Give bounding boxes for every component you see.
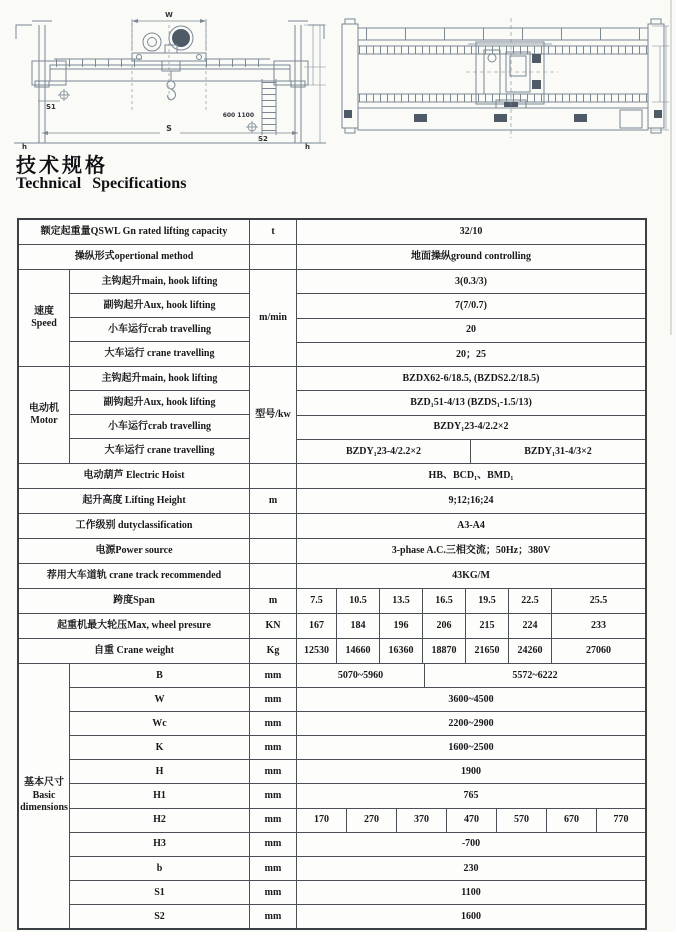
value-cell: BZDY₁23-4/2.2×2 [433, 421, 509, 433]
row-span [19, 589, 645, 614]
value-cell: 167 [297, 614, 337, 638]
row-label: Wc [70, 712, 250, 735]
section-basic-dimensions [19, 664, 645, 928]
value-cell: 233 [591, 620, 606, 632]
page-title-en: Technical Specifications [16, 175, 187, 192]
row-label: 小车运行crab travelling [70, 415, 250, 439]
value-cell: 5572~6222 [512, 669, 558, 681]
value-cell: 230 [463, 862, 479, 874]
value-cell: 3-phase A.C.三相交流；50Hz；380V [391, 545, 551, 557]
motor-labels [70, 367, 250, 463]
group-label-speed [19, 270, 70, 366]
value-cell: A3-A4 [457, 520, 485, 532]
value-cell: 1600 [461, 910, 481, 922]
value-cell: HB、BCD₁、BMD₁ [428, 470, 514, 482]
row-label: 副钩起升Aux, hook lifting [70, 294, 250, 318]
value-cell: 22.5 [509, 589, 552, 613]
value-cell: 16360 [380, 639, 423, 663]
unit-cell [250, 245, 297, 269]
row-label: S1 [70, 881, 250, 904]
unit-cell: m [250, 589, 297, 613]
row-label: 荐用大车道轨 crane track recommended [19, 564, 250, 588]
row-max-wheel-pressure [19, 614, 645, 639]
value-cell: BZDY₁23-4/2.2×2 [297, 440, 471, 463]
group-label-zh: 速度 [34, 305, 54, 317]
group-label-basic-dimensions [19, 664, 70, 928]
value-cell: 19.5 [466, 589, 509, 613]
unit-cell [250, 464, 297, 488]
unit-cell: mm [250, 809, 297, 832]
dim-row-H2 [70, 809, 645, 833]
unit-cell: mm [250, 664, 297, 687]
page-title-zh: 技术规格 [16, 153, 108, 177]
group-label-zh: 基本尺寸 [24, 777, 64, 789]
dim-row-K [70, 736, 645, 760]
value-cell: 1600~2500 [448, 742, 494, 754]
section-motor [19, 367, 645, 464]
value-cell: 7(7/0.7) [455, 300, 487, 312]
row-label: 主钩起升main, hook lifting [70, 270, 250, 294]
value-cell: 25.5 [589, 595, 608, 607]
row-label: 大车运行 crane travelling [70, 342, 250, 366]
group-label-en: Basic [32, 789, 56, 801]
technical-specifications-table [17, 218, 647, 930]
basic-dimensions-rows [70, 664, 645, 928]
unit-cell: mm [250, 833, 297, 856]
unit-cell: mm [250, 688, 297, 711]
value-cell: 196 [380, 614, 423, 638]
unit-cell: mm [250, 857, 297, 880]
row-label: W [70, 688, 250, 711]
row-rated-capacity [19, 220, 645, 245]
unit-cell [250, 539, 297, 563]
row-label: 大车运行 crane travelling [70, 439, 250, 463]
value-cell: 16.5 [423, 589, 466, 613]
dim-row-H [70, 760, 645, 784]
dim-label-w: W [165, 11, 173, 19]
value-cell: 670 [547, 809, 597, 832]
row-label: b [70, 857, 250, 880]
value-cell: 570 [497, 809, 547, 832]
group-label-en: dimensions [20, 802, 68, 814]
row-label: 工作级别 dutyclassification [19, 514, 250, 538]
value-cell: 206 [423, 614, 466, 638]
value-cell: 170 [297, 809, 347, 832]
dim-row-Wc [70, 712, 645, 736]
dim-label-ladder: 600 1100 [222, 112, 254, 119]
row-label: 跨度Span [19, 589, 250, 613]
dim-label-s1: S1 [46, 103, 56, 111]
row-label: 小车运行crab travelling [70, 318, 250, 342]
value-cell: 18870 [423, 639, 466, 663]
group-label-zh: 电动机 [29, 402, 59, 414]
dim-row-B [70, 664, 645, 688]
value-cell: 224 [509, 614, 552, 638]
value-cell: 地面操纵ground controlling [411, 251, 531, 263]
value-cell: 7.5 [297, 589, 337, 613]
row-label: S2 [70, 905, 250, 928]
motor-values [297, 367, 645, 463]
value-cell: 470 [447, 809, 497, 832]
value-cell: 184 [337, 614, 380, 638]
value-cell: 32/10 [459, 226, 483, 238]
value-cell: 13.5 [380, 589, 423, 613]
row-label: H1 [70, 784, 250, 807]
row-label: 电动葫芦 Electric Hoist [19, 464, 250, 488]
row-label: H3 [70, 833, 250, 856]
row-label: 起升高度 Lifting Height [19, 489, 250, 513]
scan-edge-artifact [670, 0, 672, 335]
value-cell: BZDY₁31-4/3×2 [524, 445, 592, 457]
unit-cell: mm [250, 784, 297, 807]
row-label: 起重机最大轮压Max, wheel presure [19, 614, 250, 638]
group-label-motor [19, 367, 70, 463]
value-cell: 9;12;16;24 [448, 495, 494, 507]
dim-label-s: S [166, 124, 172, 133]
dim-label-h-right: h [305, 143, 310, 151]
value-cell: 20；25 [456, 348, 486, 360]
speed-values [297, 270, 645, 366]
unit-cell: mm [250, 736, 297, 759]
value-cell: 12530 [297, 639, 337, 663]
row-label: B [70, 664, 250, 687]
row-label: H2 [70, 809, 250, 832]
row-label: K [70, 736, 250, 759]
value-cell: -700 [461, 838, 481, 850]
row-label: 主钩起升main, hook lifting [70, 367, 250, 391]
crane-plan-view-drawing [336, 16, 670, 140]
value-cell: 43KG/M [452, 570, 490, 582]
unit-cell: mm [250, 712, 297, 735]
value-cell: 5070~5960 [297, 664, 425, 687]
dim-row-S2 [70, 905, 645, 928]
value-cell: 215 [466, 614, 509, 638]
value-cell: BZDX62-6/18.5, (BZDS2.2/18.5) [402, 372, 540, 384]
value-cell: 10.5 [337, 589, 380, 613]
row-crane-weight [19, 639, 645, 664]
unit-cell: 型号/kw [250, 367, 297, 463]
dim-row-b [70, 857, 645, 881]
value-cell: 3600~4500 [448, 693, 494, 705]
value-cell: 2200~2900 [448, 717, 494, 729]
unit-cell: mm [250, 881, 297, 904]
row-label: 额定起重量QSWL Gn rated lifting capacity [19, 220, 250, 244]
value-cell: 14660 [337, 639, 380, 663]
dim-label-s2: S2 [258, 135, 268, 143]
value-cell: 370 [397, 809, 447, 832]
unit-cell: Kg [250, 639, 297, 663]
group-label-en: Speed [31, 318, 57, 329]
unit-cell [250, 564, 297, 588]
value-cell: 20 [466, 324, 476, 336]
row-power-source [19, 539, 645, 564]
unit-cell: m [250, 489, 297, 513]
unit-cell: mm [250, 760, 297, 783]
value-cell: 21650 [466, 639, 509, 663]
row-label: 电源Power source [19, 539, 250, 563]
dim-label-h-left: h [22, 143, 27, 151]
value-cell: 27060 [586, 645, 611, 657]
dim-row-W [70, 688, 645, 712]
row-crane-track [19, 564, 645, 589]
unit-cell [250, 514, 297, 538]
row-lifting-height [19, 489, 645, 514]
value-cell: 270 [347, 809, 397, 832]
row-operational-method [19, 245, 645, 270]
row-label: 副钩起升Aux, hook lifting [70, 391, 250, 415]
dim-row-S1 [70, 881, 645, 905]
value-cell: 1100 [461, 886, 481, 898]
unit-cell: KN [250, 614, 297, 638]
unit-cell: mm [250, 905, 297, 928]
value-cell: BZD₁51-4/13 (BZDS₁-1.5/13) [410, 397, 532, 409]
value-cell: 1900 [461, 766, 481, 778]
section-speed [19, 270, 645, 367]
dim-row-H1 [70, 784, 645, 808]
value-cell: 765 [463, 790, 479, 802]
row-label: 自重 Crane weight [19, 639, 250, 663]
speed-labels [70, 270, 250, 366]
value-cell: 3(0.3/3) [455, 275, 487, 287]
unit-cell: t [250, 220, 297, 244]
dim-row-H3 [70, 833, 645, 857]
row-duty-classification [19, 514, 645, 539]
row-label: H [70, 760, 250, 783]
group-label-en: Motor [30, 415, 58, 426]
crane-front-elevation-drawing [8, 5, 332, 151]
row-label: 操纵形式opertional method [19, 245, 250, 269]
value-cell: 24260 [509, 639, 552, 663]
value-cell: 770 [613, 814, 629, 826]
row-electric-hoist [19, 464, 645, 489]
unit-cell: m/min [250, 270, 297, 366]
